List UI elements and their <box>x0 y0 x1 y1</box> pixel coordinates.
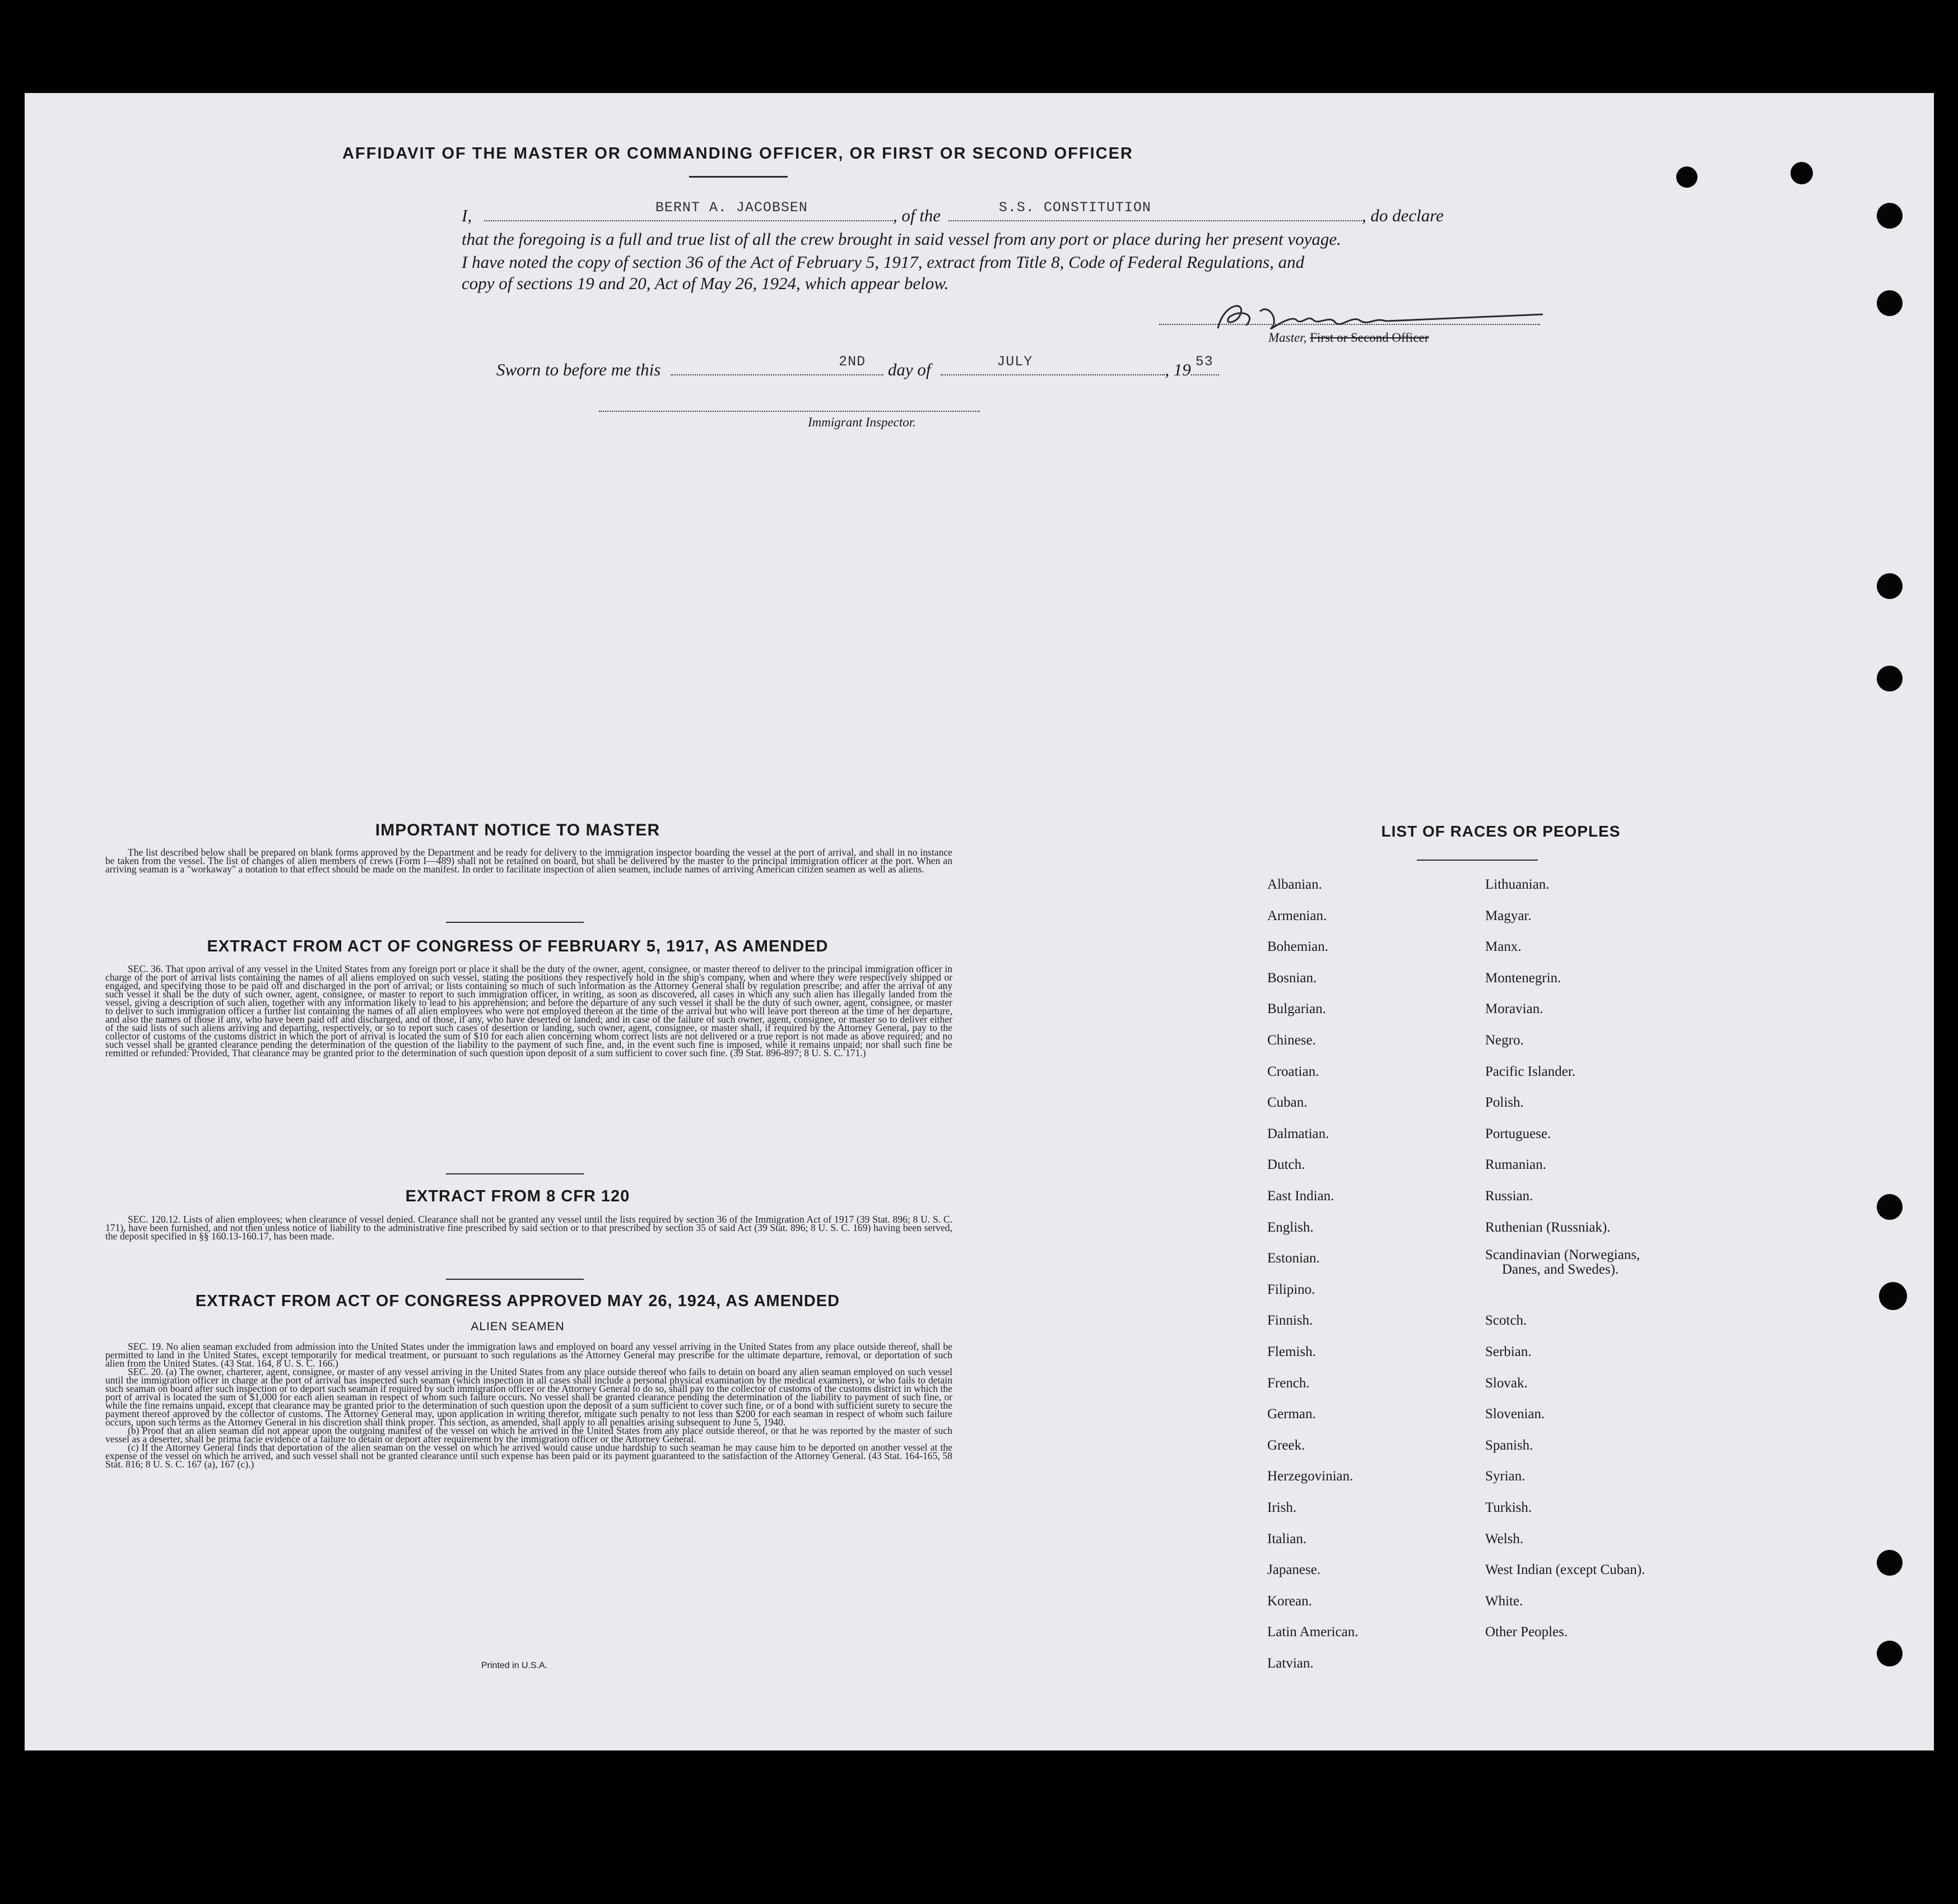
race-item: Scandinavian (Norwegians, <box>1485 1247 1640 1263</box>
race-item: Latvian. <box>1267 1656 1314 1671</box>
race-item: English. <box>1267 1219 1314 1235</box>
race-item: Ruthenian (Russniak). <box>1485 1219 1611 1235</box>
sec-20a-text: SEC. 20. (a) The owner, charterer, agent, consignee, or master of any vessel arriving in the United States from any place outside thereof who fails to detain on board any alien seaman employed on such vessel until the immigration officer in charge at the port of arrival has inspected such seaman (which inspection in all cases shall include a personal physical examination by the medical examiners), or who fails to detain such seaman on board after such inspection or to deport such seaman if required by such immigration officer or the Attorney General to do so, shall pay to the collector of customs of the customs district in which the port of arrival is located the sum of $1,000 for each alien seaman in respect of whom such failure occurs. No vessel shall be granted clearance pending the determination of the liability to payment of such fine, or while the fine remains unpaid, except that clearance may be granted prior to the determination of such question upon the deposit of a sum sufficient to cover such fine, or of a bond with sufficient surety to secure the payment thereof approved by the collector of customs. The Attorney General may, upon application in writing therefor, mitigate such penalty to not less than $200 for each seaman in respect of whom such failure occurs, upon such terms as the Attorney General in his discretion shall think proper. This section, as amended, shall apply to all penalties arising subsequent to June 5, 1940. <box>105 1366 952 1428</box>
section-rule <box>446 1173 584 1174</box>
race-item: Finnish. <box>1267 1313 1313 1329</box>
punch-hole <box>1877 573 1903 599</box>
punch-hole <box>1877 1641 1903 1666</box>
race-item: Dutch. <box>1267 1157 1305 1173</box>
race-item: Filipino. <box>1267 1281 1315 1297</box>
signature-line <box>1159 324 1540 325</box>
name-value: BERNT A. JACOBSEN <box>655 199 808 216</box>
race-item: West Indian (except Cuban). <box>1485 1562 1645 1578</box>
day-field <box>671 354 883 375</box>
race-item: Polish. <box>1485 1095 1524 1111</box>
race-item: Armenian. <box>1267 908 1327 923</box>
title-rule <box>689 176 788 178</box>
race-item: Manx. <box>1485 939 1522 955</box>
race-item: Negro. <box>1485 1033 1524 1048</box>
race-item: Other Peoples. <box>1485 1624 1568 1640</box>
section-rule <box>446 1279 584 1280</box>
race-item: Russian. <box>1485 1188 1533 1204</box>
race-item: Pacific Islander. <box>1485 1064 1576 1079</box>
day-value: 2ND <box>839 354 866 370</box>
extract-1917-text: SEC. 36. That upon arrival of any vessel in the United States from any foreign port or place it shall be the duty of the owner, agent, consignee, or master thereof to deliver to the principal immigration officer in charge of the port of arrival lists containing the names of all aliens employed on such vessel, stating the positions they respectively hold in the ship's company, when and where they were respectively shipped or engaged, and specifying those to be paid off and discharged in the port of arrival; or lists containing so much of such information as the Attorney General shall by regulation prescribe; and after the arrival of any such vessel it shall be the duty of such owner, agent, consignee, or master to report to such immigration officer, in writing, as soon as discovered, all cases in which any such alien has illegally landed from the vessel, giving a description of such alien, together with any information likely to lead to his apprehension; and before the departure of any such vessel it shall be the duty of such owner, agent, consignee, or master to deliver to such immigration officer a further list containing the names of all alien employees who were not employed thereon at the time of the arrival but who will leave port thereon at the time of her departure, and also the names of those if any, who have been paid off and discharged, and of those, if any, who have deserted or landed; and in case of the failure of such owner, agent, consignee, or master so to deliver either of the said lists of such aliens arriving and departing, respectively, or so to report such cases of desertion or landing, such owner, agent, consignee, or master shall, if required by the Attorney General, pay to the collector of customs of the customs district in which the port of arrival is located the sum of $10 for each alien concerning whom correct lists are not delivered or a true report is not made as above required; and no such vessel shall be granted clearance pending the determination of the question of the liability to the payment of such fine, and, in the event such fine is imposed, while it remains unpaid; nor shall such fine be remitted or refunded: Provided, That clearance may be granted prior to the determination of such question upon deposit of a sum sufficient to cover such fine. (39 Stat. 896-897; 8 U. S. C. 171.) <box>105 963 952 1058</box>
extract-1924-body <box>105 1343 952 1469</box>
day-of-label: day of <box>887 360 931 379</box>
section-rule <box>446 922 584 923</box>
race-item: Welsh. <box>1485 1531 1524 1547</box>
punch-hole <box>1790 162 1813 184</box>
of-the-label: , of the <box>892 206 941 225</box>
race-item: Scotch. <box>1485 1313 1527 1329</box>
declaration-line-1 <box>462 199 1537 227</box>
affidavit-title: AFFIDAVIT OF THE MASTER OR COMMANDING OFFICER, OR FIRST OR SECOND OFFICER <box>342 145 1133 162</box>
race-item: Turkish. <box>1485 1500 1532 1515</box>
year-prefix: , 19 <box>1165 360 1191 379</box>
race-item: Serbian. <box>1485 1344 1532 1359</box>
vessel-field <box>948 199 1362 221</box>
punch-hole <box>1877 1550 1903 1576</box>
race-item: Latin American. <box>1267 1624 1359 1640</box>
race-item: Bulgarian. <box>1267 1001 1326 1017</box>
inspector-caption: Immigrant Inspector. <box>808 415 916 429</box>
race-item: Japanese. <box>1267 1562 1321 1578</box>
race-item: Portuguese. <box>1485 1126 1551 1141</box>
name-field <box>484 199 893 221</box>
race-item: Italian. <box>1267 1531 1307 1547</box>
sec-20c-text: (c) If the Attorney General finds that deportation of the alien seaman on the vessel on which he arrived would cause undue hardship to such seaman he may cause him to be deported on another vessel at the expense of the vessel on which he arrived, and such vessel shall not be granted clearance until such expense has been paid or its payment guaranteed to the satisfaction of the Attorney General. (43 Stat. 164-165, 58 Stat. 816; 8 U. S. C. 167 (a), 167 (c).) <box>105 1442 952 1470</box>
race-item: Moravian. <box>1485 1001 1543 1017</box>
punch-hole <box>1879 1282 1907 1310</box>
race-item: Montenegrin. <box>1485 970 1561 986</box>
races-title: LIST OF RACES OR PEOPLES <box>1381 823 1621 840</box>
extract-1924-title: EXTRACT FROM ACT OF CONGRESS APPROVED MAY 26, 1924, AS AMENDED <box>195 1292 840 1310</box>
declaration-line-3: I have noted the copy of section 36 of the Act of February 5, 1917, extract from Title 8, Code of Federal Regulations, and <box>462 252 1305 272</box>
sworn-label: Sworn to before me this <box>496 360 661 379</box>
printed-in-usa: Printed in U.S.A. <box>481 1661 548 1670</box>
declaration-line-4: copy of sections 19 and 20, Act of May 26, 1924, which appear below. <box>462 273 949 293</box>
race-item: Rumanian. <box>1485 1157 1547 1173</box>
year-value: 53 <box>1195 354 1213 370</box>
sec-20b-text: (b) Proof that an alien seaman did not appear upon the outgoing manifest of the vessel on which he arrived in the United States from any place outside thereof, or that he was reported by the master of such vessel as a deserter, shall be prima facie evidence of a failure to detain or deport after requirement by the immigration officer or the Attorney General. <box>105 1425 952 1445</box>
punch-hole <box>1877 666 1903 691</box>
sec-19-text: SEC. 19. No alien seaman excluded from admission into the United States under the immigration laws and employed on board any vessel arriving in the United States from any place outside thereof, shall be permitted to land in the United States, except temporarily for medical treatment, or pursuant to such regulations as the Attorney General may prescribe for the ultimate departure, removal, or deportation of such alien from the United States. (43 Stat. 164, 8 U. S. C. 166.) <box>105 1341 952 1369</box>
declaration-line-2: that the foregoing is a full and true list of all the crew brought in said vessel from any port or place during her present voyage. <box>462 229 1341 249</box>
extract-cfr-title: EXTRACT FROM 8 CFR 120 <box>405 1187 630 1205</box>
extract-1917-title: EXTRACT FROM ACT OF CONGRESS OF FEBRUARY 5, 1917, AS AMENDED <box>207 937 829 955</box>
race-item: Magyar. <box>1485 908 1532 923</box>
race-item: Flemish. <box>1267 1344 1316 1359</box>
race-item: German. <box>1267 1406 1316 1422</box>
inspector-signature-line <box>599 411 980 412</box>
document-page <box>25 93 1934 1750</box>
extract-cfr-text: SEC. 120.12. Lists of alien employees; when clearance of vessel denied. Clearance shall not be granted any vessel until the lists required by section 36 of the Immigration Act of 1917 (39 Stat. 896; 8 U. S. C. 171), have been furnished, and not then unless notice of liability to the administrative fine prescribed by said section or to that prescribed by section 35 of said Act (39 Stat. 896; 8 U. S. C. 169) having been served, the deposit specified in §§ 160.13-160.17, has been made. <box>105 1214 952 1242</box>
sworn-line <box>496 354 1572 381</box>
races-title-rule <box>1417 860 1538 861</box>
race-item: Albanian. <box>1267 877 1322 892</box>
race-item: Irish. <box>1267 1500 1297 1515</box>
month-field <box>941 354 1165 375</box>
month-value: JULY <box>997 354 1033 370</box>
year-field <box>1191 354 1219 375</box>
punch-hole <box>1877 203 1903 229</box>
race-item: Spanish. <box>1485 1437 1533 1453</box>
race-item: Lithuanian. <box>1485 877 1550 892</box>
race-item: Syrian. <box>1485 1469 1526 1484</box>
race-item: French. <box>1267 1375 1310 1391</box>
race-item: Estonian. <box>1267 1251 1320 1266</box>
i-label: I, <box>462 206 472 225</box>
race-item: White. <box>1485 1593 1523 1609</box>
race-item: Bosnian. <box>1267 970 1317 986</box>
race-item: Danes, and Swedes). <box>1502 1262 1619 1278</box>
race-item: Herzegovinian. <box>1267 1469 1354 1484</box>
race-item: Greek. <box>1267 1437 1305 1453</box>
master-caption <box>1268 331 1429 345</box>
vessel-value: S.S. CONSTITUTION <box>998 199 1151 216</box>
alien-seamen-subtitle: ALIEN SEAMEN <box>471 1320 565 1333</box>
race-item: Dalmatian. <box>1267 1126 1329 1141</box>
punch-hole <box>1877 290 1903 316</box>
punch-hole <box>1676 166 1697 188</box>
race-item: Korean. <box>1267 1593 1312 1609</box>
race-item: Chinese. <box>1267 1033 1316 1048</box>
notice-title: IMPORTANT NOTICE TO MASTER <box>375 821 661 839</box>
do-declare-label: , do declare <box>1361 206 1444 225</box>
race-item: Bohemian. <box>1267 939 1329 955</box>
struck-officer-label: First or Second Officer <box>1310 331 1429 345</box>
race-item: Slovak. <box>1485 1375 1528 1391</box>
race-item: Croatian. <box>1267 1064 1319 1079</box>
race-item: East Indian. <box>1267 1188 1334 1204</box>
notice-text: The list described below shall be prepared on blank forms approved by the Department and be ready for delivery to the immigration inspector boarding the vessel at the port of arrival, and shall in no instance be taken from the vessel. The list of changes of alien members of crews (Form I—489) shall not be retained on board, but shall be delivered by the master to the principal immigration officer at the port. When an arriving seaman is a "workaway" a notation to that effect should be made on the manifest. In order to facilitate inspection of alien seamen, include names of arriving American citizen seamen as well as aliens. <box>105 847 952 875</box>
master-label: Master, <box>1268 331 1307 345</box>
race-item: Slovenian. <box>1485 1406 1545 1422</box>
race-item: Cuban. <box>1267 1095 1308 1111</box>
punch-hole <box>1877 1194 1903 1220</box>
